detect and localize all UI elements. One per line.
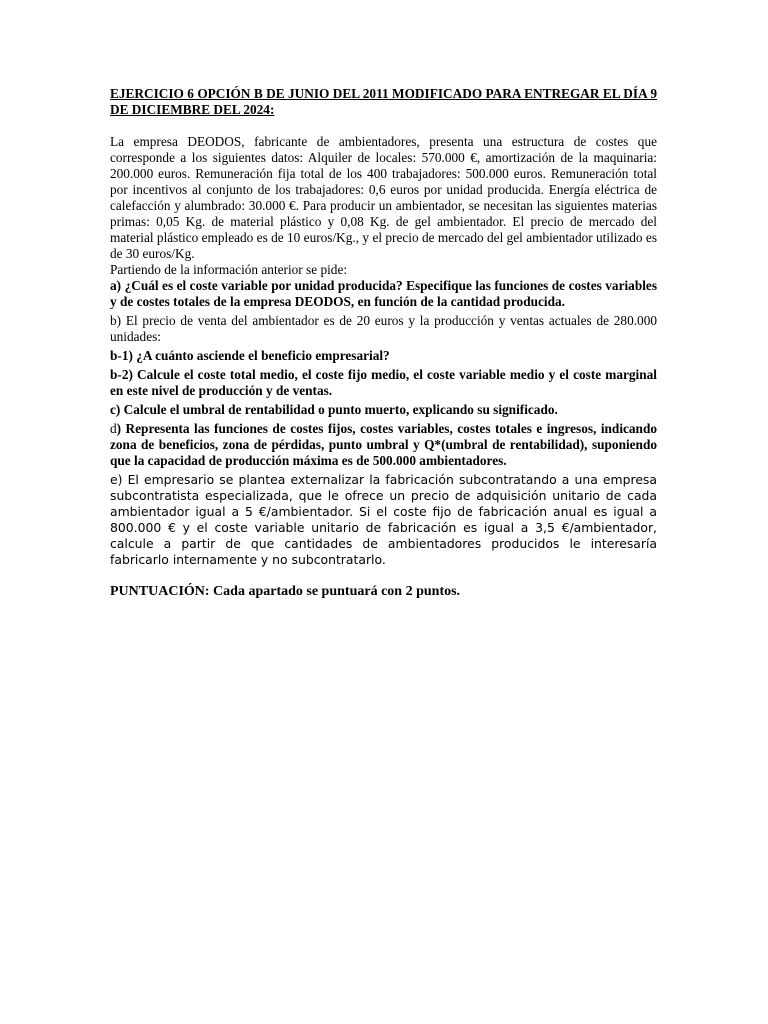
exercise-title: EJERCICIO 6 OPCIÓN B DE JUNIO DEL 2011 MODIFICADO PARA ENTREGAR EL DÍA 9 DE DICIEMBRE DEL 2024: <box>110 86 657 117</box>
question-b1: b-1) ¿A cuánto asciende el beneficio empresarial? <box>110 348 390 363</box>
lead-paragraph: Partiendo de la información anterior se pide: <box>110 262 348 277</box>
scoring-note: PUNTUACIÓN: Cada apartado se puntuará con 2 puntos. <box>110 584 461 599</box>
question-d <box>110 421 657 469</box>
question-d-letter: d <box>110 421 117 436</box>
document-page <box>110 86 657 600</box>
question-a: a) ¿Cuál es el coste variable por unidad producida? Especifique las funciones de costes variables y de costes totales de la empresa DEODOS, en función de la cantidad producida. <box>110 278 657 309</box>
intro-paragraph: La empresa DEODOS, fabricante de ambientadores, presenta una estructura de costes que corresponde a los siguientes datos: Alquiler de locales: 570.000 €, amortización de la maquinaria: 200.000 euros. Remuneración fija total de los 400 trabajadores: 500.000 euros. Remuneración total por incentivos al conjunto de los trabajadores: 0,6 euros por unidad producida. Energía eléctrica de calefacción y alumbrado: 30.000 €. Para producir un ambientador, se necesitan las siguientes materias primas: 0,05 Kg. de material plástico y 0,08 Kg. de gel ambientador. El precio de mercado del material plástico empleado es de 10 euros/Kg., y el precio de mercado del gel ambientador utilizado es de 30 euros/Kg. <box>110 134 657 261</box>
question-b: b) El precio de venta del ambientador es de 20 euros y la producción y ventas actuales de 280.000 unidades: <box>110 313 657 344</box>
question-d-text: ) Representa las funciones de costes fijos, costes variables, costes totales e ingresos, indicando zona de beneficios, zona de pérdidas, punto umbral y Q*(umbral de rentabilidad), suponiendo que la capacidad de producción máxima es de 500.000 ambientadores. <box>110 421 657 468</box>
question-e: e) El empresario se plantea externalizar la fabricación subcontratando a una empresa subcontratista especializada, que le ofrece un precio de adquisición unitario de cada ambientador igual a 5 €/ambientador. Si el coste fijo de fabricación anual es igual a 800.000 € y el coste variable unitario de fabricación es igual a 3,5 €/ambientador, calcule a partir de que cantidades de ambientadores producidos le interesaría fabricarlo internamente y no subcontratarlo. <box>110 472 657 567</box>
question-b2: b-2) Calcule el coste total medio, el coste fijo medio, el coste variable medio y el coste marginal en este nivel de producción y de ventas. <box>110 367 657 398</box>
question-c: c) Calcule el umbral de rentabilidad o punto muerto, explicando su significado. <box>110 402 558 417</box>
